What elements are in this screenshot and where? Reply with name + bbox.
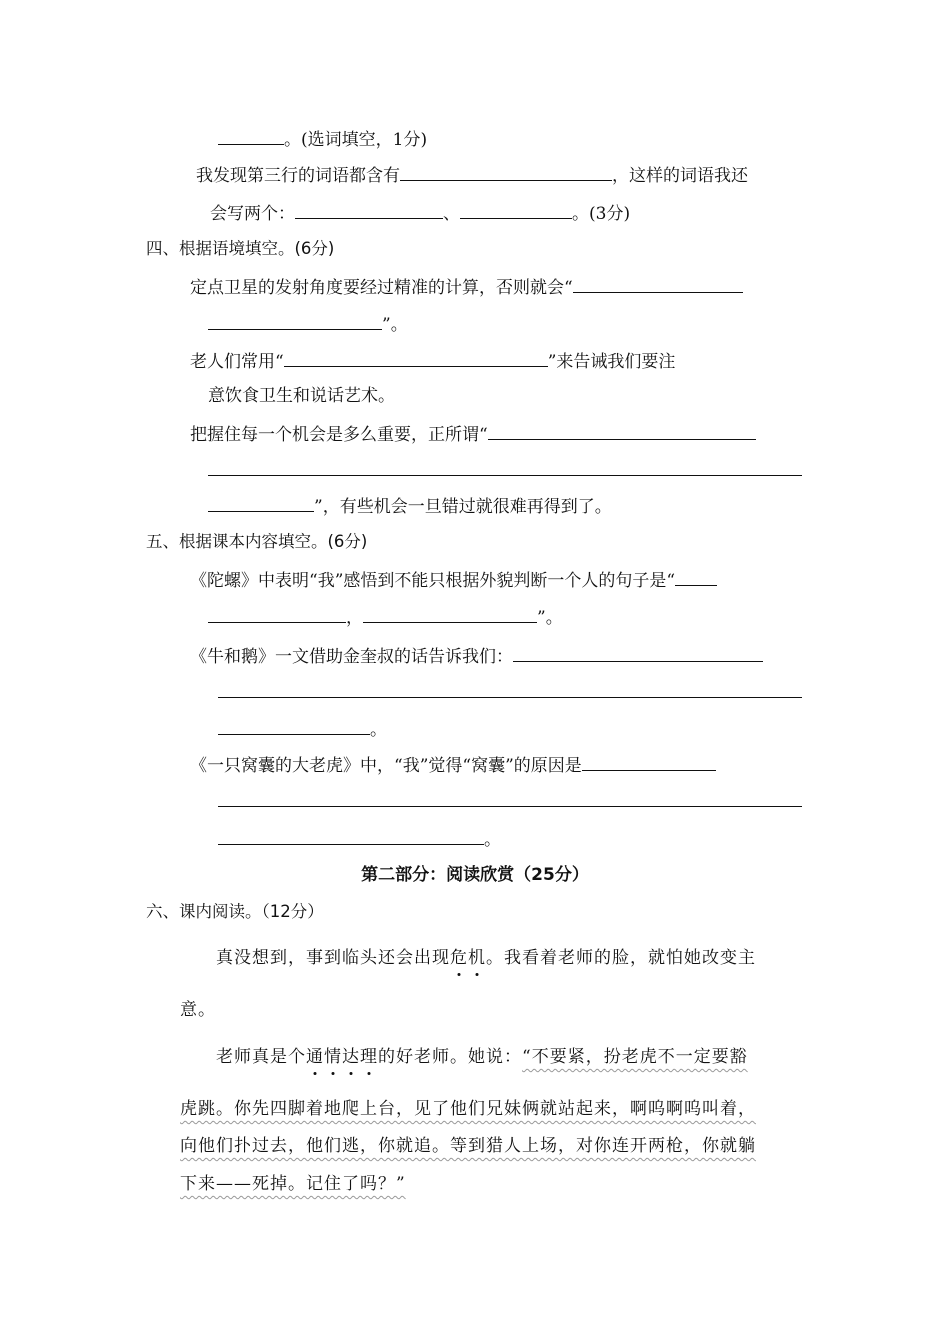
s4-q2-cont: 意饮食卫生和说话艺术。 xyxy=(208,386,395,406)
emphasis-dot-char: 理 xyxy=(360,1047,378,1067)
answer-blank[interactable] xyxy=(400,162,612,181)
emphasis-dot-char: 情 xyxy=(324,1047,342,1067)
wavy-underline-text: 下来——死掉。记住了吗？” xyxy=(180,1174,406,1194)
reading-p2-line3 xyxy=(180,1134,756,1158)
reading-p1-line1: 真没想到，事到临头还会出现危机。我看着老师的脸，就怕她改变主 xyxy=(216,948,756,968)
answer-blank[interactable] xyxy=(295,200,443,219)
wavy-underline-text: “不要紧，扮老虎不一定要豁 xyxy=(522,1047,748,1067)
part2-title: 第二部分：阅读欣赏（25分） xyxy=(361,865,589,885)
section6-heading: 六、课内阅读。（12分） xyxy=(146,902,324,921)
reading-p2-line1: 老师真是个通情达理的好老师。她说：“不要紧，扮老虎不一定要豁 xyxy=(216,1047,748,1067)
section5-heading: 五、根据课本内容填空。(6分) xyxy=(146,532,368,551)
answer-blank[interactable] xyxy=(675,567,717,586)
answer-blank[interactable] xyxy=(208,604,346,623)
s4-q3: 把握住每一个机会是多么重要，正所谓“ xyxy=(190,421,756,447)
wavy-underline-text: 向他们扑过去，他们逃，你就追。等到猎人上场，对你连开两枪，你就躺 xyxy=(180,1136,756,1156)
s4-q3-cont: ”，有些机会一旦错过就很难再得到了。 xyxy=(208,493,612,519)
s4-q2: 老人们常用“ ”来告诫我们要注 xyxy=(190,348,675,374)
answer-blank[interactable] xyxy=(284,348,548,367)
answer-blank[interactable] xyxy=(208,311,382,330)
answer-line[interactable] xyxy=(218,697,802,698)
answer-blank[interactable] xyxy=(363,604,537,623)
emphasis-dot-char: 通 xyxy=(306,1047,324,1067)
answer-blank[interactable] xyxy=(218,716,370,735)
s4-q1: 定点卫星的发射角度要经过精准的计算，否则就会“ xyxy=(190,274,743,300)
s5-q2-cont: 。 xyxy=(218,716,387,742)
answer-blank[interactable] xyxy=(218,826,484,845)
emphasis-dots xyxy=(306,1047,378,1067)
reading-p1-line2: 意。 xyxy=(180,1000,216,1020)
answer-line[interactable] xyxy=(218,806,802,807)
answer-blank[interactable] xyxy=(218,126,284,145)
answer-blank[interactable] xyxy=(513,643,763,662)
answer-blank[interactable] xyxy=(460,200,572,219)
reading-p2-line4 xyxy=(180,1172,406,1196)
emphasis-dots xyxy=(450,948,486,968)
emphasis-dot-char: 达 xyxy=(342,1047,360,1067)
emphasis-dot-char: 危 xyxy=(450,948,468,968)
s5-q1: 《陀螺》中表明“我”感悟到不能只根据外貌判断一个人的句子是“ xyxy=(190,567,717,593)
answer-blank[interactable] xyxy=(582,752,716,771)
reading-p2-line2 xyxy=(180,1097,756,1121)
section4-heading: 四、根据语境填空。(6分) xyxy=(146,239,335,258)
s5-q3-cont: 。 xyxy=(218,826,501,852)
s4-q1-cont: ”。 xyxy=(208,311,408,337)
s5-q1-cont: ， ”。 xyxy=(208,604,563,630)
answer-blank[interactable] xyxy=(208,493,314,512)
s3-line3: 会写两个： 、 。(3分) xyxy=(210,200,630,226)
s5-q2: 《牛和鹅》一文借助金奎叔的话告诉我们： xyxy=(190,643,763,669)
answer-line[interactable] xyxy=(208,475,802,476)
answer-blank[interactable] xyxy=(573,274,743,293)
emphasis-dot-char: 机 xyxy=(468,948,486,968)
wavy-underline-text: 虎跳。你先四脚着地爬上台，见了他们兄妹俩就站起来，啊呜啊呜叫着， xyxy=(180,1099,756,1119)
s5-q3: 《一只窝囊的大老虎》中，“我”觉得“窝囊”的原因是 xyxy=(190,752,716,778)
s3-line2: 我发现第三行的词语都含有 ，这样的词语我还 xyxy=(196,162,748,188)
s3-line1: 。(选词填空，1分) xyxy=(218,126,427,152)
answer-blank[interactable] xyxy=(488,421,756,440)
